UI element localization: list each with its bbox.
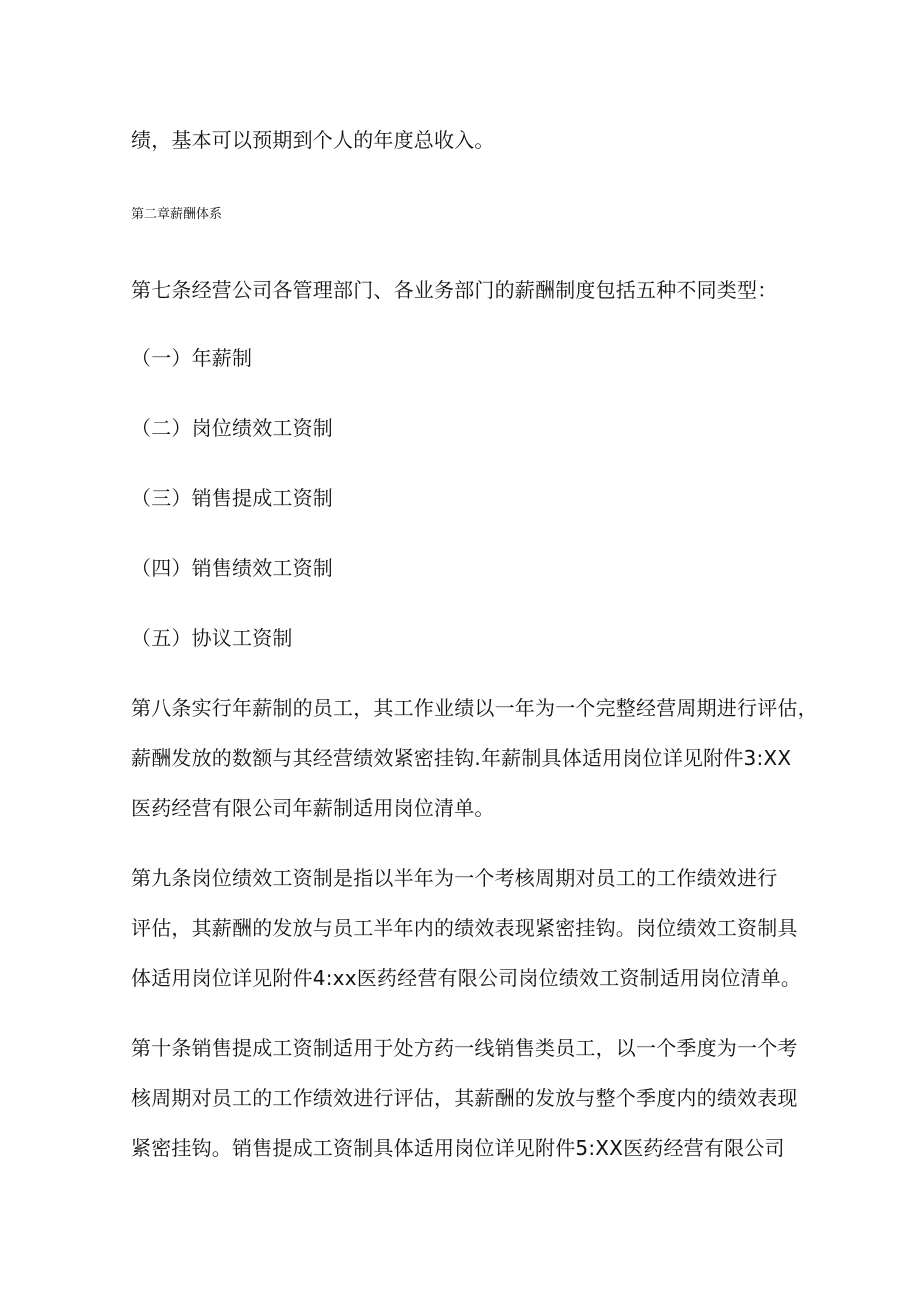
article-9-line: 体适用岗位详见附件4:xx医药经营有限公司岗位绩效工资制适用岗位清单。 bbox=[131, 966, 802, 990]
article-7-line: 第七条经营公司各管理部门、各业务部门的薪酬制度包括五种不同类型： bbox=[131, 278, 778, 302]
article-10-line: 第十条销售提成工资制适用于处方药一线销售类员工，以一个季度为一个考 bbox=[131, 1036, 798, 1060]
list-item-3: （三）销售提成工资制 bbox=[131, 486, 333, 510]
paragraph-line: 绩，基本可以预期到个人的年度总收入。 bbox=[131, 128, 495, 152]
chapter-heading: 第二章薪酬体系 bbox=[131, 207, 223, 222]
article-8-line: 医药经营有限公司年薪制适用岗位清单。 bbox=[131, 796, 495, 820]
list-item-1: （一）年薪制 bbox=[131, 346, 253, 370]
article-8-line: 第八条实行年薪制的员工，其工作业绩以一年为一个完整经营周期进行评估， bbox=[131, 696, 818, 720]
article-9-line: 评估，其薪酬的发放与员工半年内的绩效表现紧密挂钩。岗位绩效工资制具 bbox=[131, 916, 798, 940]
article-9-line: 第九条岗位绩效工资制是指以半年为一个考核周期对员工的工作绩效进行 bbox=[131, 866, 778, 890]
article-10-line: 核周期对员工的工作绩效进行评估，其薪酬的发放与整个季度内的绩效表现 bbox=[131, 1086, 798, 1110]
list-item-4: （四）销售绩效工资制 bbox=[131, 556, 333, 580]
list-item-2: （二）岗位绩效工资制 bbox=[131, 416, 333, 440]
article-8-line: 薪酬发放的数额与其经营绩效紧密挂钩.年薪制具体适用岗位详见附件3:XX bbox=[131, 746, 792, 770]
article-10-line: 紧密挂钩。销售提成工资制具体适用岗位详见附件5:XX医药经营有限公司 bbox=[131, 1136, 785, 1160]
list-item-5: （五）协议工资制 bbox=[131, 626, 293, 650]
